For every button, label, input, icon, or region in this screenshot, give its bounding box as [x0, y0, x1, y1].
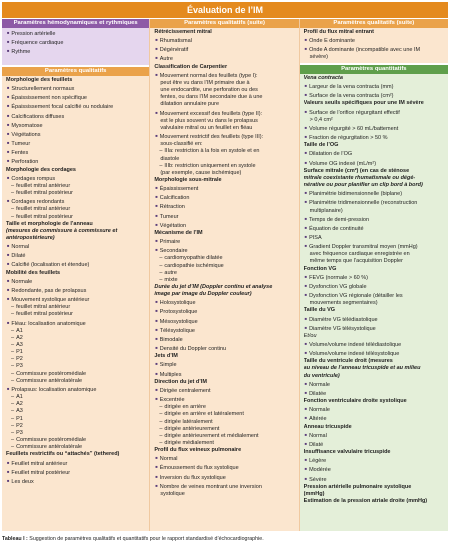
list-item: ■ Normale — [6, 277, 146, 286]
list-item: – mixte — [154, 277, 295, 284]
list-item: ■ Nombre de veines montrant une inversion — [154, 482, 295, 491]
section-heading: Surface mitrale (cm²) (en cas de sténose — [303, 167, 410, 174]
list-item: – feuillet mitral antérieur — [6, 206, 146, 213]
header-qualitative-cont-2: Paramètres qualitatifs (suite) — [300, 19, 448, 28]
list-item: diastole — [160, 155, 180, 162]
table-columns — [2, 19, 448, 531]
list-item: ■ Végétations — [6, 130, 146, 139]
section-heading: Valeurs seuils spécifiques pour une IM sévère — [303, 100, 424, 107]
list-item: ■ Surface de l’orifice régurgitant effectif — [304, 108, 445, 117]
section-heading: Morphologie des cordages — [6, 166, 76, 173]
list-item: ■ Protosystolique — [154, 307, 295, 316]
list-item: – P3 — [6, 430, 146, 437]
section-heading: Jets d’IM — [154, 353, 178, 360]
list-item: – dirigée en arrière et latéralement — [154, 411, 295, 418]
section-heading: Insuffisance valvulaire tricuspide — [303, 449, 391, 456]
list-item: ■ Secondaire — [154, 246, 295, 255]
section-heading: Estimation de la pression atriale droite (mmHg) — [303, 497, 428, 504]
list-item: – feuillet mitral postérieur — [6, 190, 146, 197]
column-3 — [300, 19, 448, 531]
list-item: sévère) — [309, 54, 329, 61]
header-qualitative: Paramètres qualitatifs — [2, 67, 149, 76]
list-item: – feuillet mitral postérieur — [6, 311, 146, 318]
section-heading: image par image du Doppler couleur) — [154, 291, 252, 298]
list-item: ■ Planimétrie bidimensionnelle (biplane) — [304, 189, 445, 198]
list-item: ■ Normal — [154, 454, 295, 463]
column-1 — [2, 19, 150, 531]
section-heading: Taille et morphologie de l’anneau — [6, 220, 93, 227]
list-item: ■ Multiples — [154, 370, 295, 379]
list-item: – Commissure postéromédiale — [6, 437, 146, 444]
list-item: dilatation annulaire pure — [160, 101, 220, 108]
list-item: – autre — [154, 270, 295, 277]
section-heading: Direction du jet d’IM — [154, 378, 207, 385]
list-item: ■ Perforation — [6, 157, 146, 166]
header-quantitative: Paramètres quantitatifs — [300, 65, 448, 74]
list-item: ■ Holosystolique — [154, 298, 295, 307]
list-item: ■ Dysfonction VG globale — [304, 282, 445, 291]
list-item: ■ Calcifications diffuses — [6, 112, 146, 121]
list-item: ■ Inversion du flux systolique — [154, 473, 295, 482]
section-heading: Profil du flux mitral entrant — [303, 29, 374, 35]
header-hemodynamic: Paramètres hémodynamiques et rythmiques — [2, 19, 149, 28]
list-item: ■ Rétraction — [154, 202, 295, 211]
list-item: ■ Dysfonction VG régionale (détailler les — [304, 291, 445, 300]
list-item: ■ Normal — [6, 242, 146, 251]
list-item: ■ Excentrée — [154, 395, 295, 404]
section-heading: (mmHg) — [303, 490, 325, 497]
section-heading: Rétrécissement mitral — [154, 29, 212, 35]
section-heading: du ventricule) — [303, 372, 340, 379]
list-item: ■ Altérée — [304, 414, 445, 423]
section-heading: Fonction VG — [303, 265, 337, 272]
list-item: – P2 — [6, 423, 146, 430]
list-item: ■ Rythme — [6, 47, 146, 56]
list-item: valvulaire mitral ou un feuillet en fléau — [160, 124, 253, 131]
section-heading: Anneau tricuspide — [303, 423, 352, 430]
list-item: ■ Épaississement focal calcifié ou nodulaire — [6, 102, 146, 111]
list-item: ■ Mouvement normal des feuillets (type I): — [154, 71, 295, 80]
list-item: – feuillet mitral postérieur — [6, 214, 146, 221]
list-item: ■ Tumeur — [6, 139, 146, 148]
table-caption — [2, 536, 448, 543]
list-item: ■ Fentes — [6, 148, 146, 157]
list-item: ■ Volume OG indexé (mL/m²) — [304, 159, 445, 168]
section-heading: Feuillets restrictifs ou “attachés” (tethered) — [6, 451, 120, 458]
list-item: – cardiomyopathie dilatée — [154, 255, 295, 262]
qualitative-list-2 — [150, 28, 298, 531]
list-item: ■ Onde E dominante — [304, 36, 445, 45]
list-item: – IIIb: restriction uniquement en systole — [154, 163, 295, 170]
list-item: ■ Épaississement non spécifique — [6, 93, 146, 102]
list-item: – A2 — [6, 335, 146, 342]
list-item: ■ Primaire — [154, 237, 295, 246]
qualitative-list-1 — [2, 76, 149, 531]
list-item: ■ Rhumatismal — [154, 36, 295, 45]
list-item: ■ Prolapsus: localisation anatomique — [6, 385, 146, 394]
section-heading: Classification de Carpentier — [154, 63, 228, 70]
list-item: systolique — [160, 490, 185, 497]
list-item: multiplanaire) — [309, 207, 343, 214]
list-item: ■ Redondante, pas de prolapsus — [6, 286, 146, 295]
list-item: ■ Dilaté — [6, 251, 146, 260]
page-title: Évaluation de l’IM — [2, 2, 448, 18]
list-item: ■ Cordages redondants — [6, 197, 146, 206]
list-item: ■ Densité du Doppler continu — [154, 344, 295, 353]
list-item: – Commissure postéromédiale — [6, 371, 146, 378]
list-item: ■ Structurellement normaux — [6, 84, 146, 93]
list-item: > 0,4 cm² — [309, 116, 333, 123]
list-item: même temps que l’acquisition Doppler — [309, 258, 403, 265]
list-item: ■ Diamètre VG télédiastolique — [304, 315, 445, 324]
list-item: peut être vu dans l’IM primaire due à — [160, 79, 250, 86]
list-item: ■ FEVG (normale > 60 %) — [304, 273, 445, 282]
list-item: – P1 — [6, 349, 146, 356]
list-item: ■ Normal — [304, 431, 445, 440]
list-item: ■ Épaississement — [154, 184, 295, 193]
section-heading: Taille de l’OG — [303, 142, 339, 149]
list-item: ■ Mouvement restrictif des feuillets (type III): — [154, 132, 295, 141]
list-item: ■ Onde A dominante (incompatible avec une IM — [304, 45, 445, 54]
list-item: ■ Dilatation de l’OG — [304, 149, 445, 158]
list-item: mouvements segmentaires) — [309, 300, 378, 307]
section-heading: Profil du flux veineux pulmonaire — [154, 447, 242, 454]
list-item: – cardiopathie ischémique — [154, 263, 295, 270]
list-item: fentes, ou dans l’IM secondaire due à une — [160, 94, 263, 101]
list-item: ■ Fléau: localisation anatomique — [6, 319, 146, 328]
list-item: – feuillet mitral antérieur — [6, 183, 146, 190]
section-heading: Mécanisme de l’IM — [154, 229, 203, 236]
section-heading: Taille du VG — [303, 307, 336, 314]
list-item: – feuillet mitral antérieur — [6, 304, 146, 311]
header-qualitative-cont: Paramètres qualitatifs (suite) — [150, 19, 298, 28]
section-heading: Vena contracta — [303, 75, 343, 81]
list-item: ■ Fraction de régurgitation > 50 % — [304, 133, 445, 142]
list-item: ■ Cordages rompus — [6, 174, 146, 183]
list-item: ■ Dilaté — [304, 440, 445, 449]
list-item: ■ Mouvement systolique antérieur — [6, 295, 146, 304]
list-item: – dirigée en arrière — [154, 404, 295, 411]
section-heading: au niveau de l’anneau tricuspide et au milieu — [303, 365, 421, 372]
list-item: ■ Fréquence cardiaque — [6, 38, 146, 47]
list-item: – dirigée latéralement — [154, 419, 295, 426]
qualitative-list-3 — [300, 28, 448, 63]
list-item: (par exemple, cause ischémique) — [160, 169, 242, 176]
list-item: ■ Calcification — [154, 193, 295, 202]
list-item: ■ Volume/volume indexé télésystolique — [304, 349, 445, 358]
list-item: ■ Feuillet mitral antérieur — [6, 459, 146, 468]
section-heading: Taille du ventricule droit (mesures — [303, 358, 393, 365]
list-item: – Commissure antérolatérale — [6, 444, 146, 451]
list-item: – A3 — [6, 408, 146, 415]
list-item: ■ Gradient Doppler transmitral moyen (mmHg) — [304, 242, 445, 251]
list-item: ■ Planimétrie tridimensionnelle (reconstruction — [304, 198, 445, 207]
list-item: ■ Feuillet mitral postérieur — [6, 468, 146, 477]
list-item: ■ Tumeur — [154, 212, 295, 221]
section-heading: Morphologie des feuillets — [6, 77, 73, 83]
list-item: – A3 — [6, 342, 146, 349]
list-item: ■ PISA — [304, 233, 445, 242]
hemodynamic-list — [2, 28, 149, 65]
list-item: – IIIa: restriction à la fois en systole et en — [154, 148, 295, 155]
list-item: ■ Normale — [304, 380, 445, 389]
section-heading: nérative ou pour planifier un clip bord à bord) — [303, 182, 423, 189]
section-heading: Morphologie sous-mitrale — [154, 176, 222, 183]
list-item: une endocardite, une perforation ou des — [160, 87, 258, 94]
list-item: est le plus souvent vu dans le prolapsus — [160, 117, 258, 124]
list-item: ■ Dilatée — [304, 389, 445, 398]
list-item: – P3 — [6, 363, 146, 370]
caption-label: Tableau I : — [2, 536, 28, 542]
list-item: ■ Sévère — [304, 475, 445, 484]
list-item: – A2 — [6, 401, 146, 408]
list-item: ■ Équation de continuité — [304, 224, 445, 233]
list-item: ■ Pression artérielle — [6, 29, 146, 38]
list-item: ■ Myxomatose — [6, 121, 146, 130]
list-item: – A1 — [6, 394, 146, 401]
list-item: ■ Temps de demi-pression — [304, 215, 445, 224]
list-item: – dirigée médialement — [154, 440, 295, 447]
section-heading: mitrale coexistante rhumatismale ou dégé- — [303, 174, 416, 181]
section-heading: Fonction ventriculaire droite systolique — [303, 398, 407, 405]
list-item: sous-classifié en: — [160, 141, 203, 148]
list-item: – A1 — [6, 328, 146, 335]
section-heading: Pression artérielle pulmonaire systolique — [303, 483, 412, 490]
list-item: – dirigée antérieurement — [154, 426, 295, 433]
section-heading: (mesures de commissure à commissure et — [6, 227, 118, 234]
section-heading: antéropostérieure) — [6, 234, 55, 241]
list-item: ■ Volume/volume indexé télédiastolique — [304, 340, 445, 349]
list-item: ■ Dégénératif — [154, 45, 295, 54]
list-item: – P1 — [6, 416, 146, 423]
list-item: ■ Végétation — [154, 221, 295, 230]
list-item: – P2 — [6, 356, 146, 363]
list-item: ■ Largeur de la vena contracta (mm) — [304, 82, 445, 91]
list-item: ■ Mésosystolique — [154, 317, 295, 326]
list-item: ■ Simple — [154, 360, 295, 369]
list-item: ■ Mouvement excessif des feuillets (type II): — [154, 109, 295, 118]
list-item: ■ Les deux — [6, 477, 146, 486]
list-item: ■ Calcifié (localisation et étendue) — [6, 260, 146, 269]
list-item: ■ Volume régurgité > 60 mL/battement — [304, 124, 445, 133]
list-item: ■ Diamètre VG télésystolique — [304, 324, 445, 333]
list-item: ■ Télésystolique — [154, 326, 295, 335]
list-item: – Commissure antérolatérale — [6, 378, 146, 385]
quantitative-list — [300, 74, 448, 531]
list-item: ■ Surface de la vena contracta (cm²) — [304, 91, 445, 100]
list-item: Et/ou — [303, 332, 317, 339]
list-item: ■ Modérée — [304, 465, 445, 474]
list-item: avec fréquence cardiaque enregistrée en — [309, 251, 410, 258]
section-heading: Mobilité des feuillets — [6, 269, 61, 276]
section-heading: Durée du jet d’IM (Doppler continu et analyse — [154, 284, 273, 290]
column-2 — [150, 19, 299, 531]
list-item: ■ Autre — [154, 54, 295, 63]
list-item: ■ Dirigée centralement — [154, 386, 295, 395]
list-item: – dirigée antérieurement et médialement — [154, 433, 295, 440]
list-item: ■ Bimodale — [154, 335, 295, 344]
list-item: ■ Légère — [304, 456, 445, 465]
list-item: ■ Émoussement du flux systolique — [154, 463, 295, 472]
list-item: ■ Normale — [304, 405, 445, 414]
caption-text: Suggestion de paramètres qualitatifs et quantitatifs pour le rapport standardisé d’échocardiographie. — [27, 536, 264, 542]
